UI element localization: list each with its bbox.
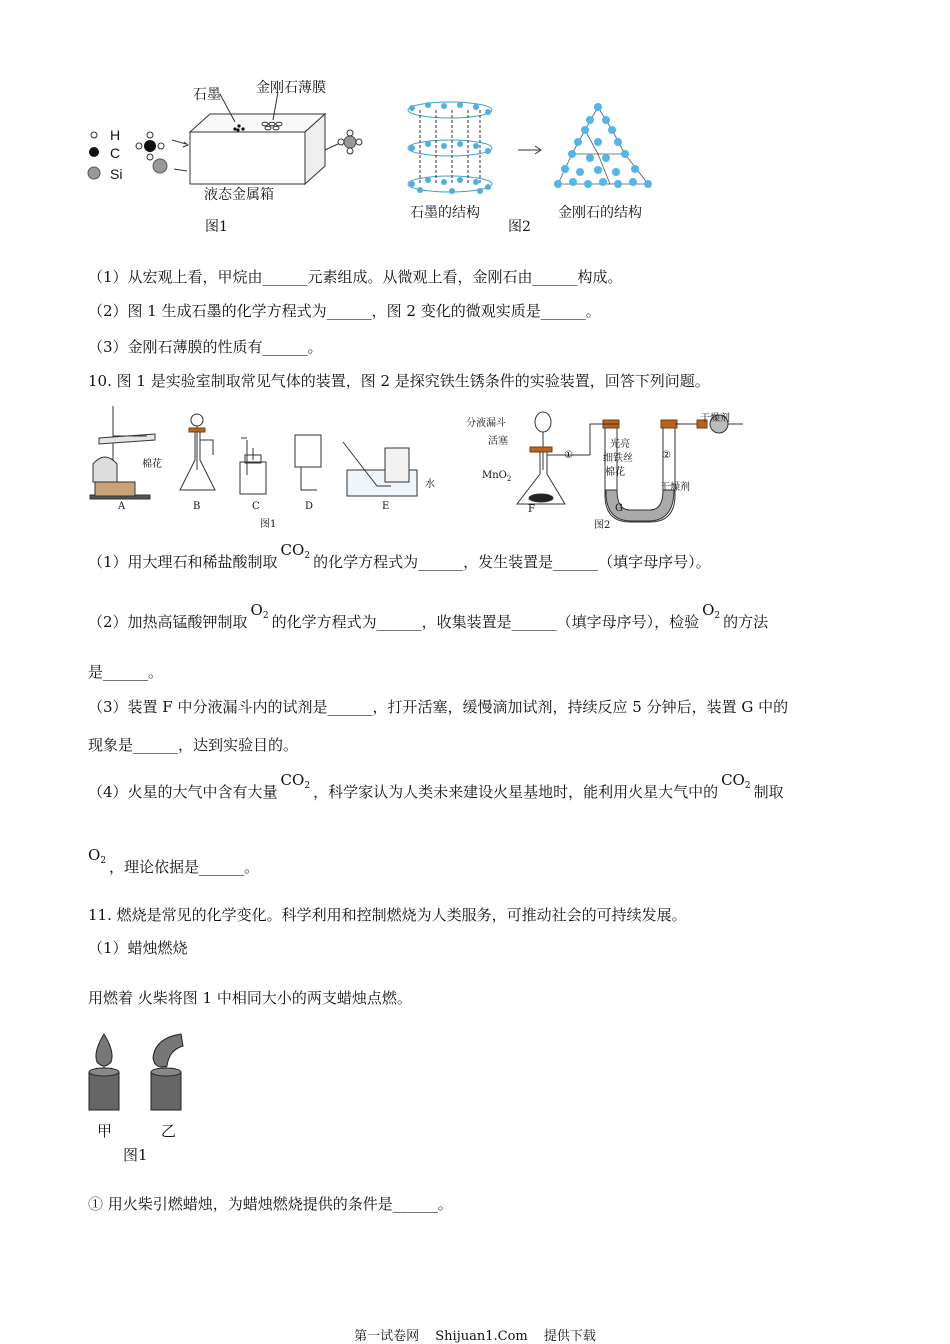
box-label: 液态金属箱: [204, 187, 274, 203]
graphite-label: 石墨: [193, 87, 221, 103]
q11-q1: ① 用火柴引燃蜡烛，为蜡烛燃烧提供的条件是______。: [88, 1195, 453, 1213]
q11-title: 11. 燃烧是常见的化学变化。科学利用和控制燃烧为人类服务，可推动社会的可持续发展。: [88, 906, 687, 924]
co2-formula: $CO_2$: [721, 771, 751, 791]
label-circle1: ①: [564, 450, 573, 461]
footer: [0, 1325, 950, 1344]
label-f: F: [528, 504, 535, 515]
q10-part1: （1）用大理石和稀盐酸制取$CO_2$ 的化学方程式为______，发生装置是______（填字母序号）。: [88, 541, 711, 571]
footer-site-name: 第一试卷网: [354, 1329, 420, 1344]
fig2-caption: 图2: [508, 219, 531, 235]
q10-part3-cont: 现象是______，达到实验目的。: [88, 736, 299, 754]
label-fig2: 图2: [594, 520, 611, 531]
label-e: E: [382, 501, 390, 512]
q10-part2: （2）加热高锰酸钾制取$O_2$ 的化学方程式为______，收集装置是______（填字母序号），检验$O_2$ 的方法: [88, 601, 769, 631]
label-cotton: 棉花: [142, 459, 162, 470]
legend-c: C: [110, 145, 121, 161]
label-wire: 细铁丝: [603, 453, 633, 464]
label-d: D: [305, 501, 314, 512]
footer-domain[interactable]: Shijuan1.Com: [435, 1329, 528, 1344]
o2-formula: $O_2$: [250, 601, 269, 621]
label-mno2: MnO$_2$: [482, 470, 512, 483]
candle-jia-label: 甲: [97, 1122, 113, 1140]
label-g: G: [615, 503, 623, 514]
fig1-caption: 图1: [205, 219, 228, 235]
q10-part4-cont: $O_2$ ，理论依据是______。: [88, 846, 260, 876]
label-funnel: 分液漏斗: [466, 418, 506, 429]
label-valve: 活塞: [488, 436, 508, 447]
label-b: B: [193, 501, 201, 512]
q11-desc: 用燃着 火柴将图 1 中相同大小的两支蜡烛点燃。: [88, 989, 412, 1007]
o2-formula: $O_2$: [88, 846, 107, 866]
label-bright: 光亮: [610, 439, 630, 450]
q10-title: 10. 图 1 是实验室制取常见气体的装置，图 2 是探究铁生锈条件的实验装置，回答下列问题。: [88, 372, 710, 390]
co2-formula: $CO_2$: [280, 771, 311, 791]
label-water: 水: [425, 479, 435, 490]
legend-si: Si: [110, 166, 123, 182]
figure-candles: [85, 1030, 195, 1115]
o2-formula: $O_2$: [702, 601, 721, 621]
label-circle2: ②: [662, 450, 671, 461]
graphite-structure-label: 石墨的结构: [410, 205, 480, 221]
q11-sub1: （1）蜡烛燃烧: [88, 939, 188, 957]
label-a: A: [118, 501, 126, 512]
diamond-film-label: 金刚石薄膜: [256, 80, 326, 96]
label-c: C: [252, 501, 260, 512]
q10-part3: （3）装置 F 中分液漏斗内的试剂是______，打开活塞，缓慢滴加试剂，持续反应 5 分钟后，装置 G 中的: [88, 698, 789, 716]
label-fig1: 图1: [260, 519, 277, 530]
diamond-structure-label: 金刚石的结构: [558, 205, 642, 221]
label-desiccant-top: 干燥剂: [700, 413, 730, 424]
q10-part2-cont: 是______。: [88, 663, 164, 681]
q9-part3: （3）金刚石薄膜的性质有______。: [88, 338, 323, 356]
q9-part1: （1）从宏观上看，甲烷由______元素组成。从微观上看，金刚石由______构成。: [88, 268, 623, 286]
candle-fig1-caption: 图1: [123, 1146, 148, 1164]
candle-yi-label: 乙: [161, 1122, 177, 1140]
figure-apparatus: [85, 400, 765, 535]
label-cotton2: 棉花: [605, 467, 625, 478]
co2-formula: $CO_2$: [280, 541, 311, 561]
q9-part2: （2）图 1 生成石墨的化学方程式为______，图 2 变化的微观实质是______。: [88, 302, 601, 320]
legend-h: H: [110, 127, 121, 143]
label-desiccant-bottom: 干燥剂: [660, 482, 690, 493]
q10-part4: （4）火星的大气中含有大量$CO_2$ ，科学家认为人类未来建设火星基地时，能利用火星大气中的$CO_2$ 制取: [88, 771, 784, 801]
footer-download: 提供下载: [543, 1329, 596, 1344]
